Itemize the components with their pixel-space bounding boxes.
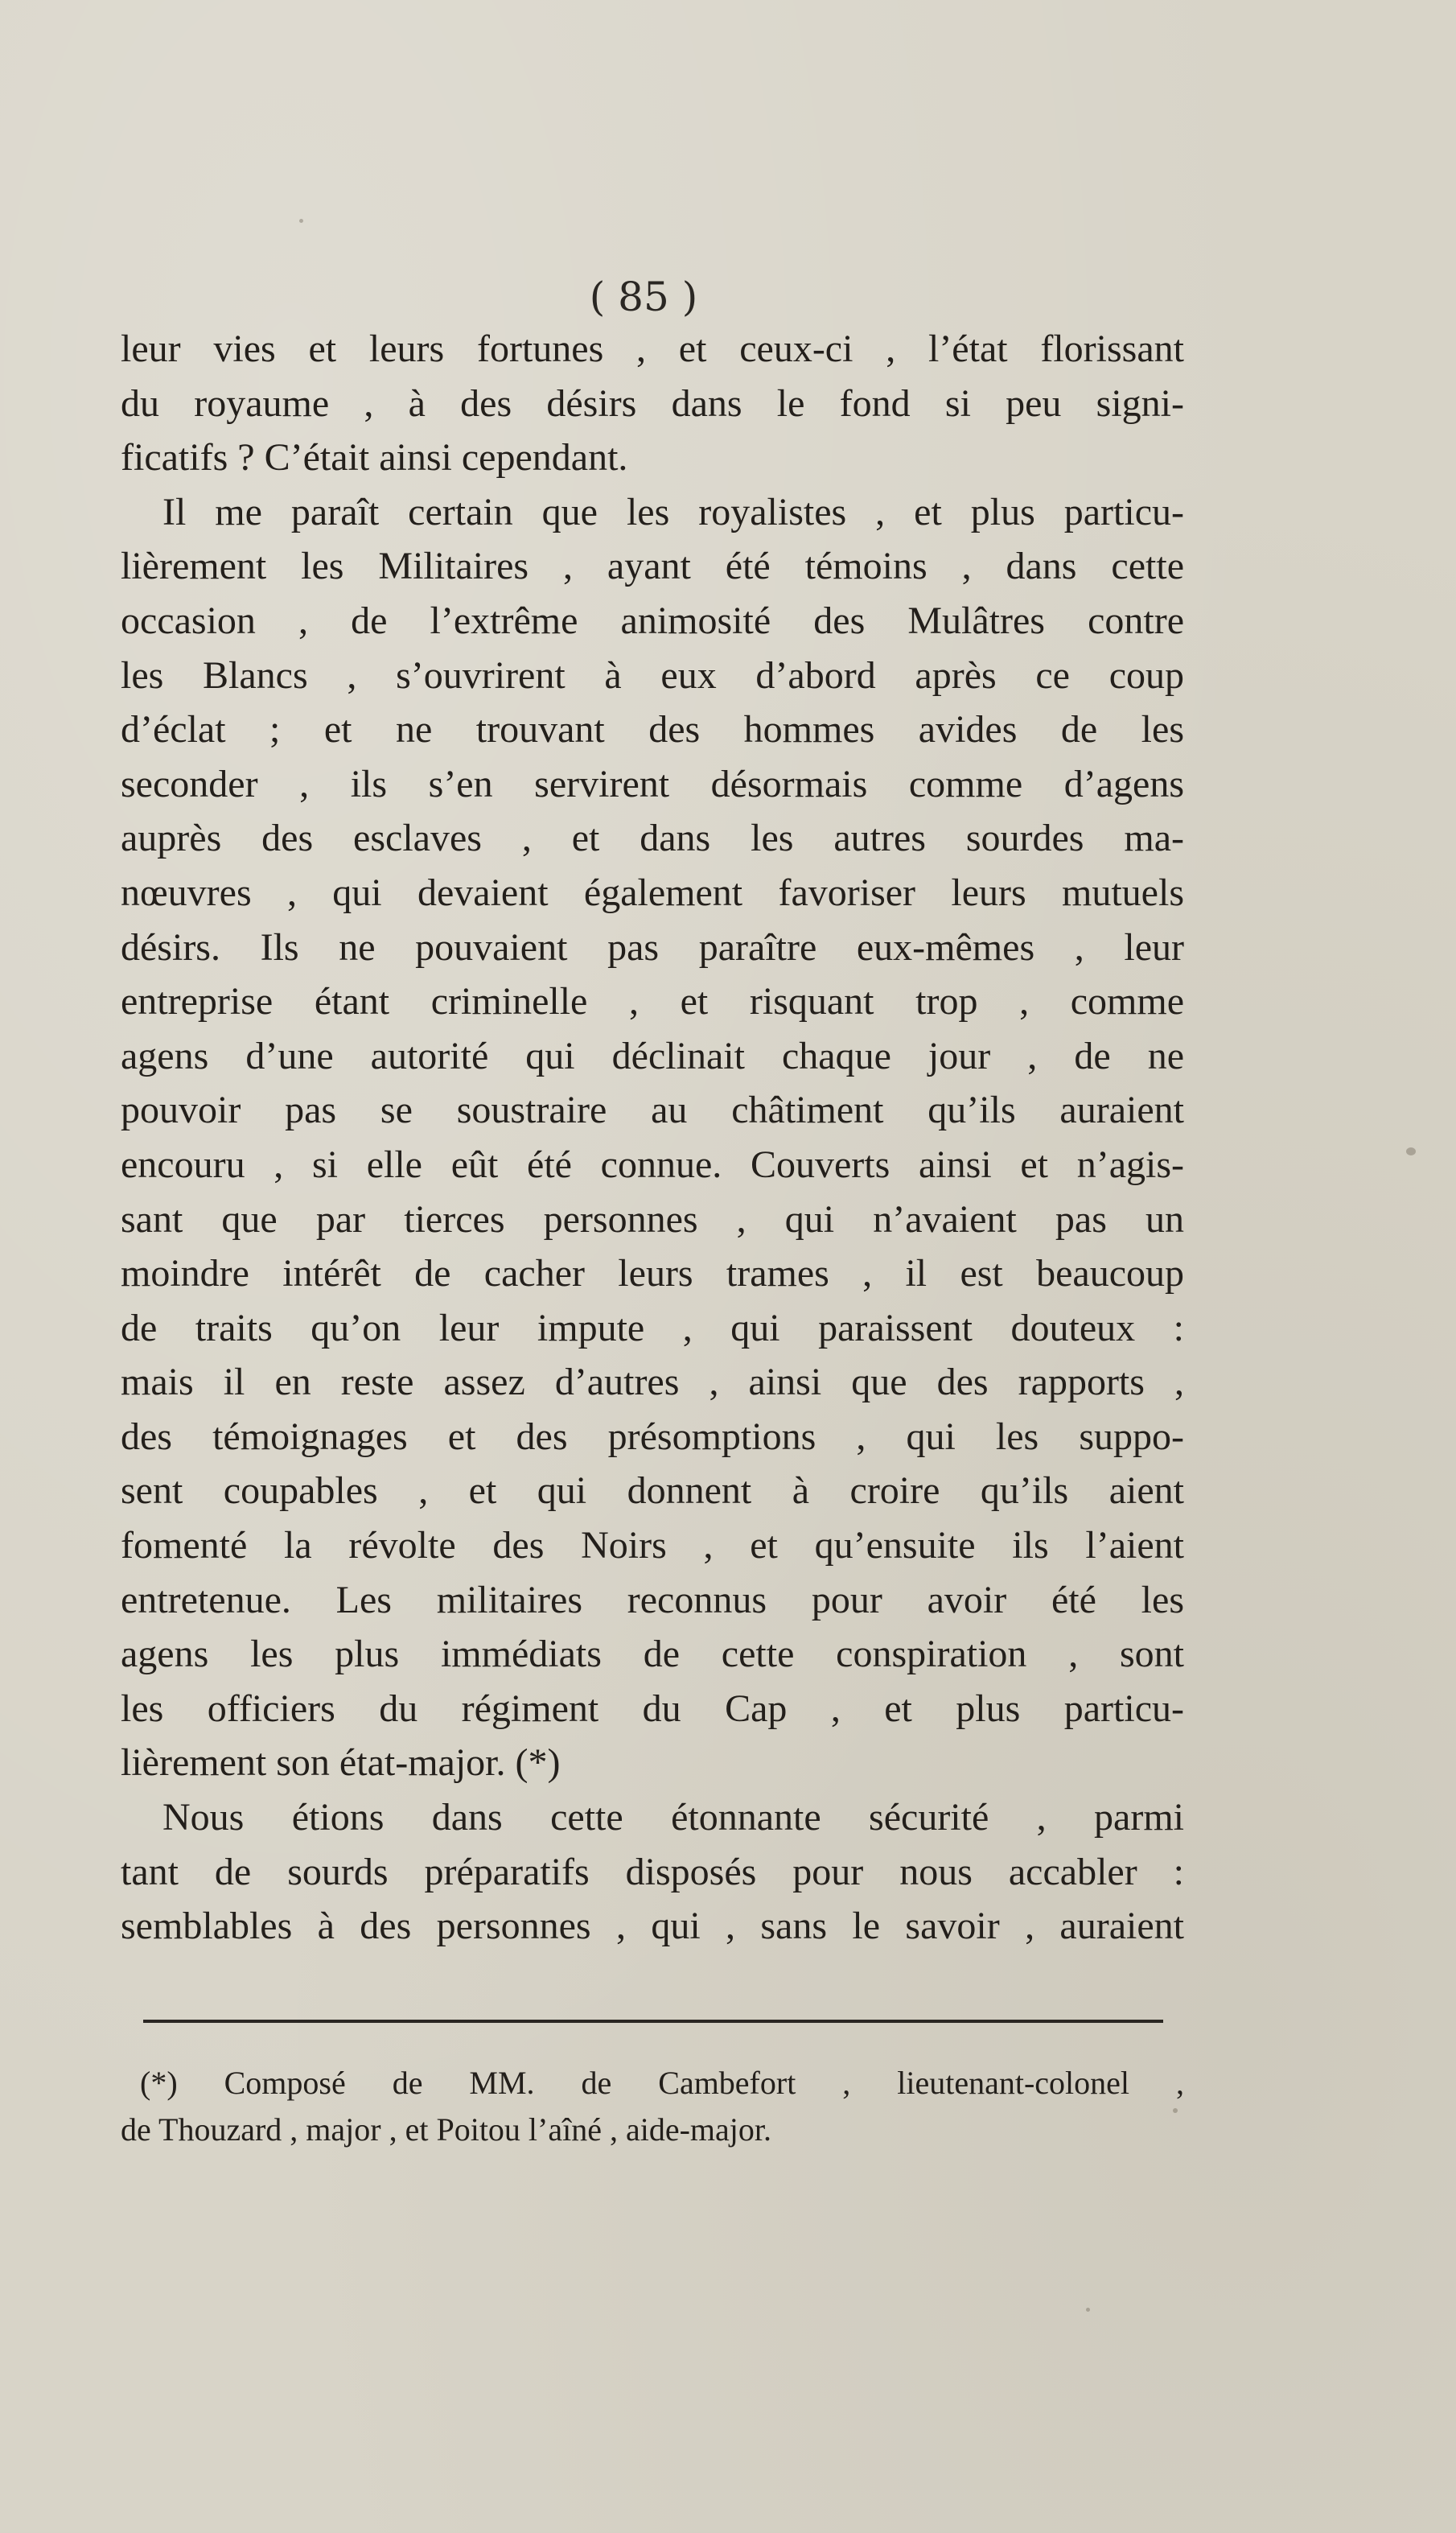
- text-line: entretenue. Les militaires reconnus pour avoir été les: [121, 1578, 1184, 1621]
- text-line: agens d’une autorité qui déclinait chaque jour , de ne: [121, 1034, 1184, 1077]
- text-line: seconder , ils s’en servirent désormais comme d’agens: [121, 762, 1184, 805]
- text-line: auprès des esclaves , et dans les autres sourdes ma-: [121, 817, 1184, 860]
- text-line: Nous étions dans cette étonnante sécurité , parmi: [162, 1796, 1184, 1839]
- text-line: leur vies et leurs fortunes , et ceux-ci , l’état florissant: [121, 327, 1184, 370]
- paper-speck: [1406, 1147, 1416, 1155]
- paper-speck: [1086, 2308, 1090, 2312]
- text-line: moindre intérêt de cacher leurs trames , il est beaucoup: [121, 1252, 1184, 1295]
- text-line: entreprise étant criminelle , et risquant trop , comme: [121, 980, 1184, 1023]
- paper-speck: [1173, 2108, 1178, 2113]
- text-line: de traits qu’on leur impute , qui paraissent douteux :: [121, 1306, 1184, 1349]
- footnote-line: de Thouzard , major , et Poitou l’aîné , aide-major.: [121, 2111, 772, 2148]
- text-line: sent coupables , et qui donnent à croire qu’ils aient: [121, 1469, 1184, 1513]
- text-line: nœuvres , qui devaient également favoriser leurs mutuels: [121, 871, 1184, 914]
- body-text: [121, 322, 1184, 1954]
- paper-speck: [299, 219, 303, 223]
- text-line: sant que par tierces personnes , qui n’avaient pas un: [121, 1197, 1184, 1241]
- text-line: agens les plus immédiats de cette conspiration , sont: [121, 1633, 1184, 1676]
- text-line: lièrement les Militaires , ayant été témoins , dans cette: [121, 545, 1184, 588]
- text-line: fomenté la révolte des Noirs , et qu’ensuite ils l’aient: [121, 1524, 1184, 1567]
- footnote-rule: [143, 2020, 1163, 2023]
- text-line: désirs. Ils ne pouvaient pas paraître eux-mêmes , leur: [121, 925, 1184, 969]
- text-line: semblables à des personnes , qui , sans le savoir , auraient: [121, 1905, 1184, 1948]
- text-line: d’éclat ; et ne trouvant des hommes avides de les: [121, 708, 1184, 752]
- text-line: ficatifs ? C’était ainsi cependant.: [121, 436, 628, 480]
- text-line: les officiers du régiment du Cap , et plus particu-: [121, 1687, 1184, 1730]
- page-number: ( 85 ): [589, 274, 698, 320]
- text-line: Il me paraît certain que les royalistes , et plus particu-: [162, 490, 1184, 533]
- text-line: occasion , de l’extrême animosité des Mulâtres contre: [121, 599, 1184, 642]
- text-line: pouvoir pas se soustraire au châtiment qu’ils auraient: [121, 1089, 1184, 1132]
- text-line: les Blancs , s’ouvrirent à eux d’abord après ce coup: [121, 653, 1184, 697]
- text-line: tant de sourds préparatifs disposés pour nous accabler :: [121, 1850, 1184, 1893]
- footnote: [121, 2060, 1184, 2153]
- text-line: encouru , si elle eût été connue. Couverts ainsi et n’agis-: [121, 1143, 1184, 1186]
- text-line: des témoignages et des présomptions , qui les suppo-: [121, 1415, 1184, 1458]
- text-line: lièrement son état-major. (*): [121, 1741, 561, 1785]
- footnote-line: (*) Composé de MM. de Cambefort , lieutenant-colonel ,: [140, 2065, 1184, 2101]
- text-line: du royaume , à des désirs dans le fond si peu signi-: [121, 381, 1184, 425]
- text-line: mais il en reste assez d’autres , ainsi que des rapports ,: [121, 1361, 1184, 1404]
